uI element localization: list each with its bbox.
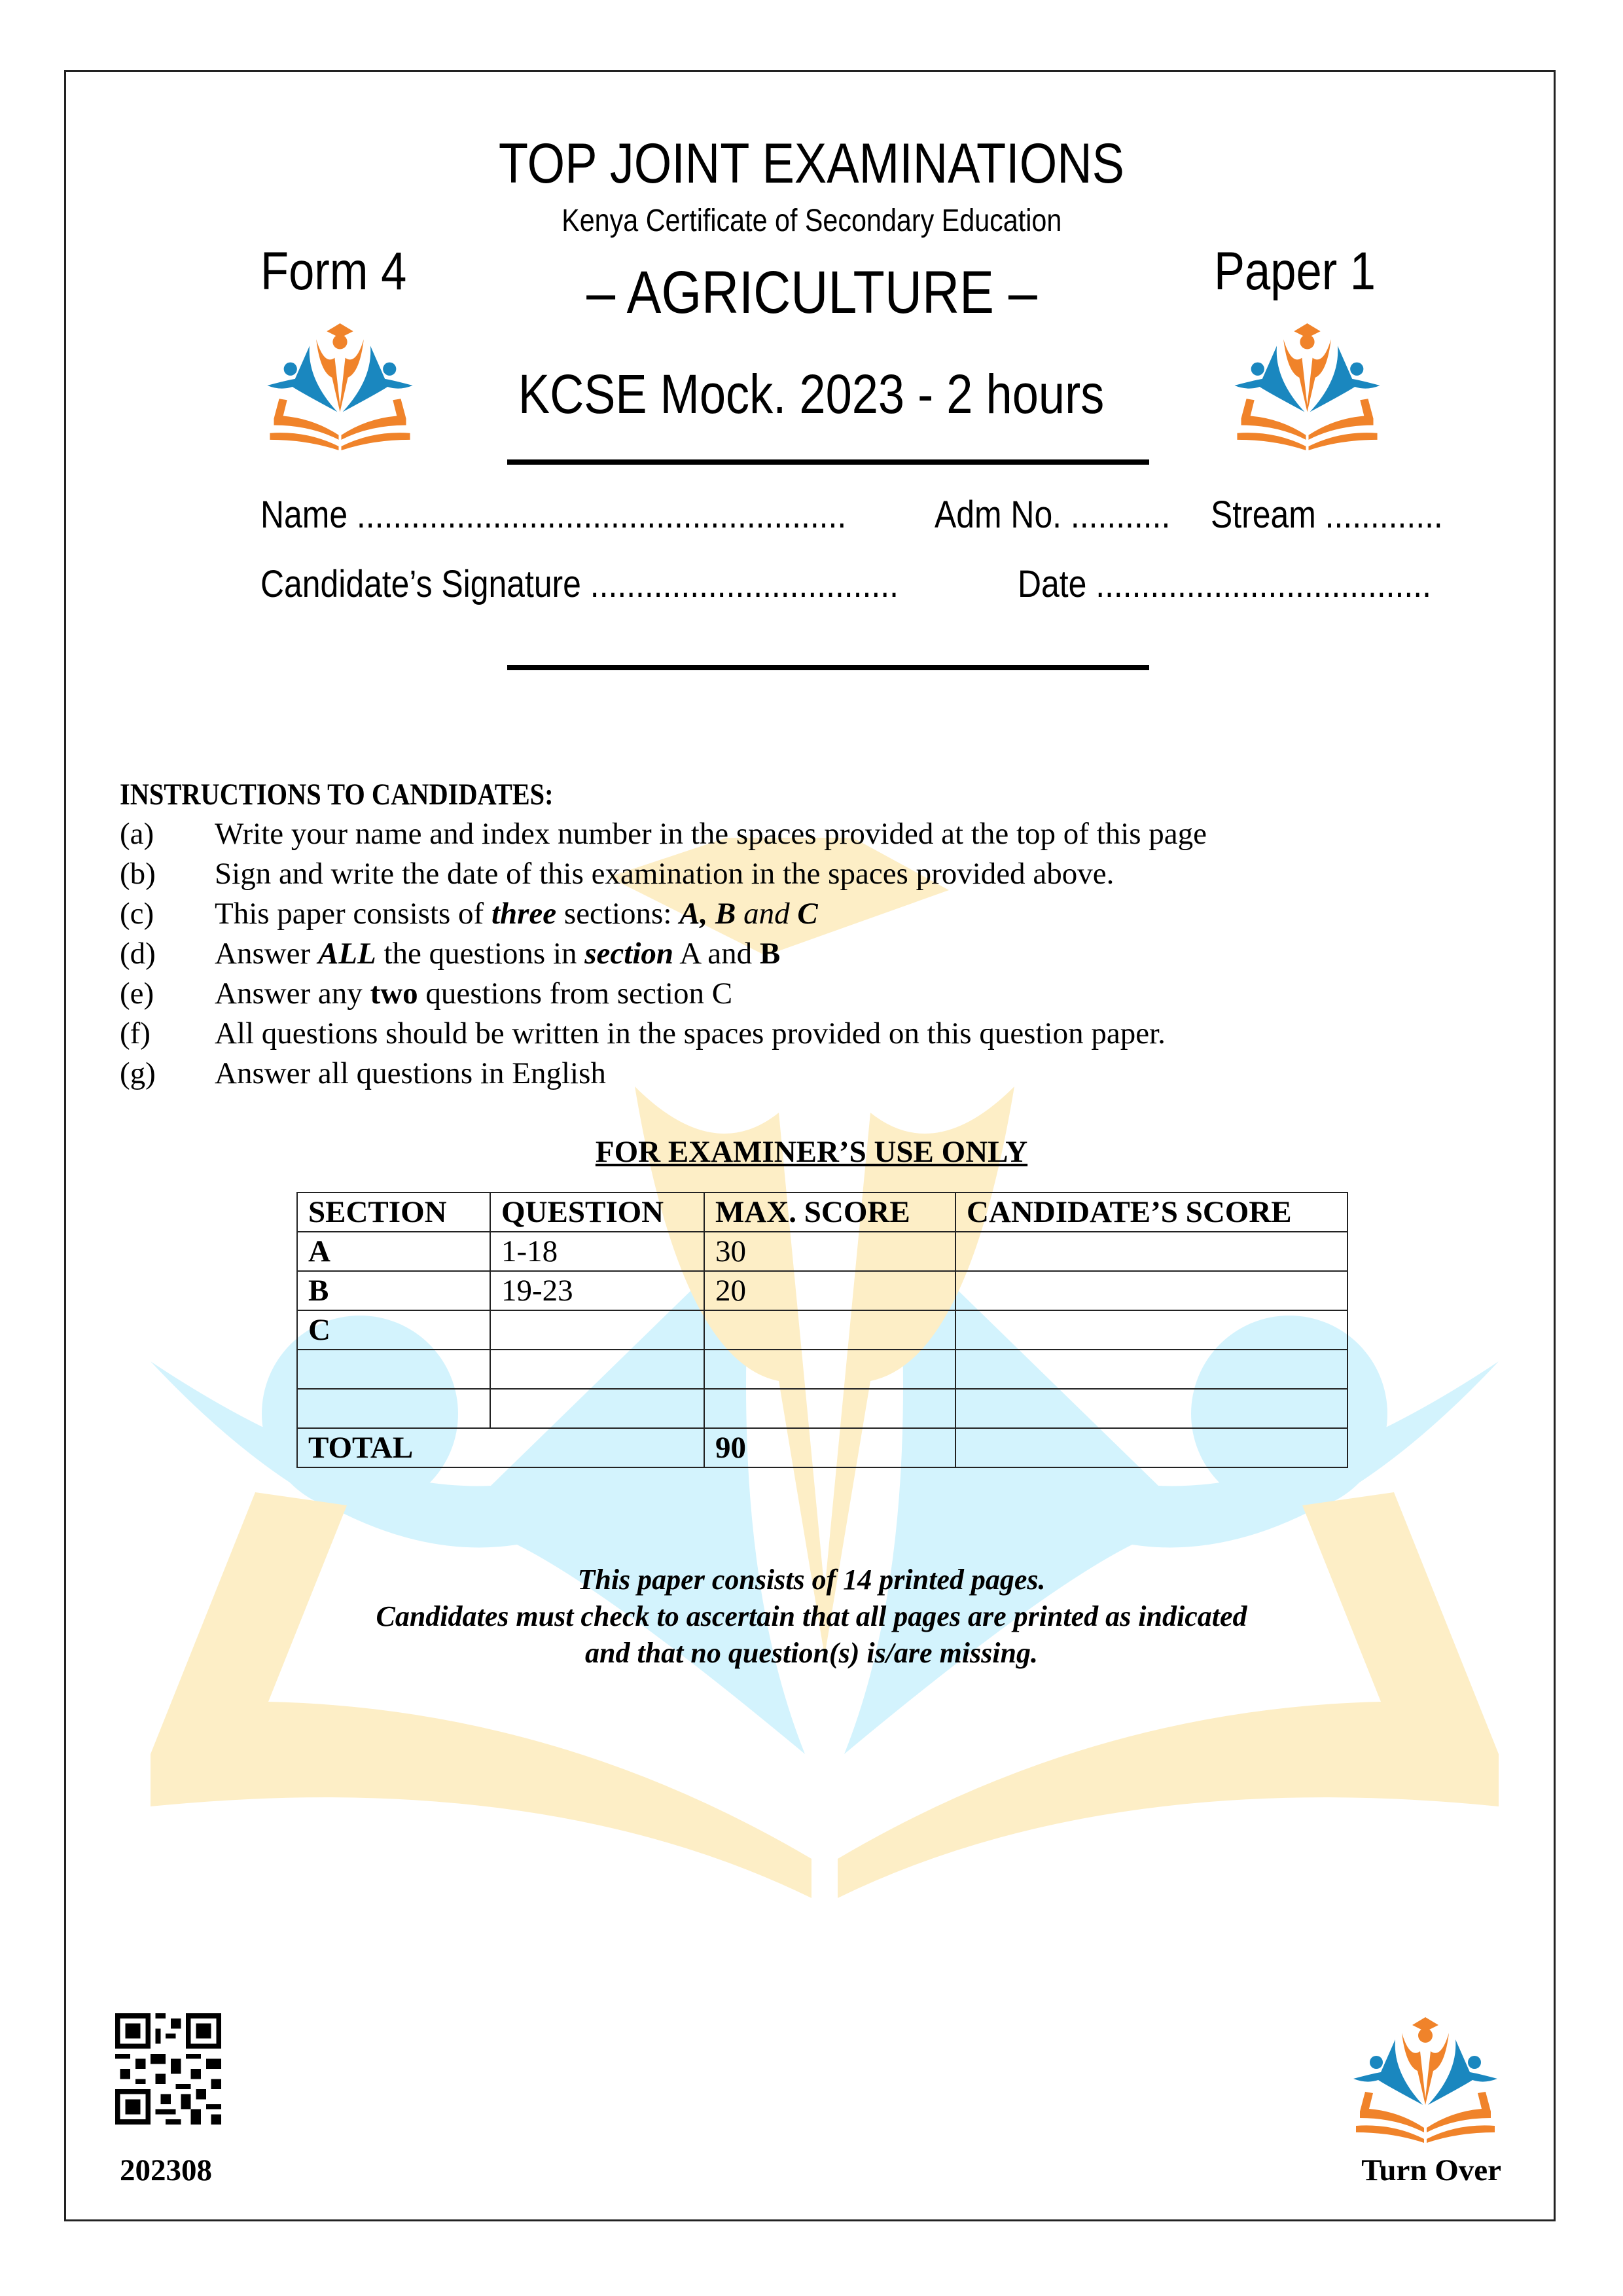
table-row [297,1310,1347,1350]
section-cell: A [297,1232,490,1271]
table-row [297,1271,1347,1310]
qr-code [115,2013,221,2125]
check-note: Candidates must check to ascertain that all pages are printed as indicated [376,1600,1247,1632]
question-cell [490,1350,704,1389]
form-label: Form 4 [260,242,407,301]
candidate-score-cell[interactable] [955,1389,1347,1428]
table-row [297,1350,1347,1389]
missing-note: and that no question(s) is/are missing. [585,1637,1038,1669]
date-field[interactable]: Date ..................................... [1018,563,1431,605]
exam-info: KCSE Mock. 2023 - 2 hours [518,363,1105,425]
question-cell [490,1310,704,1350]
school-logo-bottom [1347,2013,1504,2144]
column-header: CANDIDATE’S SCORE [955,1193,1347,1232]
score-table [296,1192,1348,1468]
column-header: MAX. SCORE [704,1193,955,1232]
name-field[interactable]: Name ...................................................... [260,493,847,536]
total-candidate-score[interactable] [955,1428,1347,1467]
instructions-heading: INSTRUCTIONS TO CANDIDATES: [120,778,554,812]
exam-title: TOP JOINT EXAMINATIONS [498,132,1125,195]
table-row [297,1232,1347,1271]
question-cell [490,1389,704,1428]
total-max-score: 90 [704,1428,955,1467]
candidate-score-cell[interactable] [955,1310,1347,1350]
signature-field[interactable]: Candidate’s Signature .................................. [260,563,899,605]
turn-over-label: Turn Over [1361,2153,1501,2187]
max-score-cell [704,1389,955,1428]
table-header [297,1193,1347,1232]
exam-subtitle: Kenya Certificate of Secondary Education [561,204,1062,238]
candidate-score-cell[interactable] [955,1271,1347,1310]
candidate-score-cell[interactable] [955,1232,1347,1271]
max-score-cell [704,1310,955,1350]
candidate-score-cell[interactable] [955,1350,1347,1389]
section-cell [297,1389,490,1428]
question-cell: 19-23 [490,1271,704,1310]
subject-title: – AGRICULTURE – [586,259,1037,326]
section-cell: B [297,1271,490,1310]
max-score-cell [704,1350,955,1389]
question-cell: 1-18 [490,1232,704,1271]
divider [507,665,1149,670]
total-row [297,1428,1347,1467]
paper-code: 202308 [120,2153,212,2187]
adm-no-field[interactable]: Adm No. ........... [935,493,1171,536]
table-row [297,1389,1347,1428]
section-cell [297,1350,490,1389]
divider [507,459,1149,465]
section-cell: C [297,1310,490,1350]
column-header: QUESTION [490,1193,704,1232]
column-header: SECTION [297,1193,490,1232]
examiner-heading: FOR EXAMINER’S USE ONLY [595,1135,1028,1169]
paper-label: Paper 1 [1214,242,1376,301]
max-score-cell: 30 [704,1232,955,1271]
max-score-cell: 20 [704,1271,955,1310]
stream-field[interactable]: Stream ............. [1211,493,1443,536]
pages-note: This paper consists of 14 printed pages. [577,1564,1046,1596]
total-label: TOTAL [297,1428,704,1467]
